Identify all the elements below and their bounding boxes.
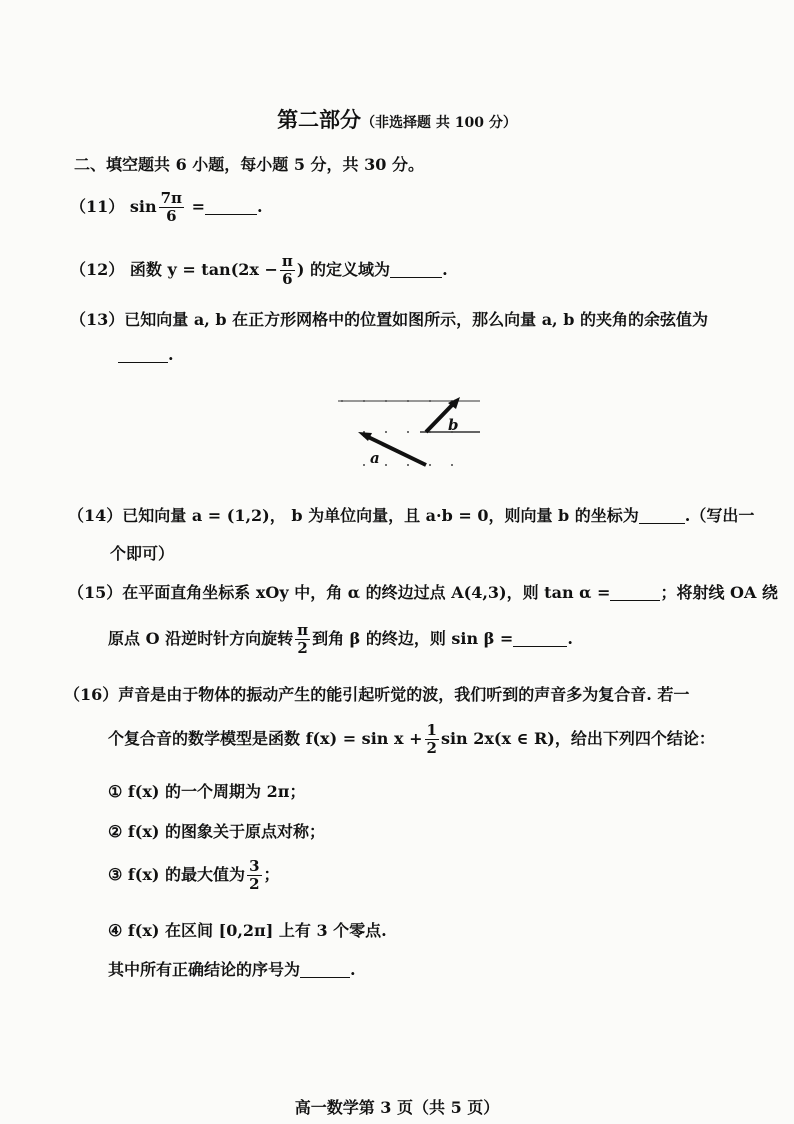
q11-frac-num: 7π [160, 189, 182, 207]
q15-blank-2[interactable] [513, 630, 567, 647]
label-a: a [370, 449, 380, 467]
question-12 [70, 253, 448, 288]
q11-answer-blank[interactable] [205, 198, 257, 215]
q14-line1b: .（写出一 [684, 506, 755, 525]
q15-blank-1[interactable] [610, 584, 660, 601]
q16-c3-fraction [247, 858, 261, 893]
q12-text2: 的定义域为 [310, 260, 391, 279]
q12-expr1: y = tan(2x − [167, 260, 278, 279]
question-15 [68, 580, 778, 603]
q16-c3a: ③ f(x) 的最大值为 [108, 865, 246, 884]
q13-number: （13） [70, 310, 125, 329]
q12-number: （12） [70, 260, 125, 279]
q11-eq: = [191, 197, 205, 216]
q16-conclusion-2: ② f(x) 的图象关于原点对称； [108, 822, 326, 841]
q14-answer-blank[interactable] [639, 507, 685, 524]
q12-frac-num: π [281, 252, 293, 270]
q16-conclusion-4: ④ f(x) 在区间 [0,2π] 上有 3 个零点. [108, 921, 387, 940]
q16-frac-num: 1 [426, 721, 437, 739]
q16-line2 [108, 722, 715, 757]
q16-c3b: ； [263, 865, 280, 884]
q13-answer-line [118, 345, 174, 364]
part-heading: 二、填空题共 6 小题，每小题 5 分，共 30 分。 [74, 155, 424, 174]
q11-frac-den: 6 [166, 207, 177, 225]
q16-conclusion-1: ① f(x) 的一个周期为 2π； [108, 782, 306, 801]
q16-final-end: . [350, 960, 356, 979]
section-title [0, 104, 794, 134]
q16-line1: 声音是由于物体的振动产生的能引起听觉的波，我们听到的声音多为复合音. 若一 [118, 685, 690, 704]
q12-frac-den: 6 [282, 270, 293, 288]
question-13 [70, 307, 708, 330]
q15-line2c: . [567, 629, 573, 648]
q16-line2a: 个复合音的数学模型是函数 f(x) = sin x + [108, 729, 423, 748]
section-title-sub: （非选择题 共 100 分） [361, 115, 517, 131]
q15-line1b: ；将射线 OA 绕 [660, 583, 778, 602]
q13-end: . [168, 345, 174, 364]
page-footer: 高一数学第 3 页（共 5 页） [294, 1098, 500, 1117]
q16-frac-den: 2 [426, 739, 437, 757]
question-11 [70, 190, 263, 225]
q16-c3-num: 3 [249, 857, 260, 875]
q16-line2b: sin 2x(x ∈ R)，给出下列四个结论： [440, 729, 715, 748]
q14-line2: 个即可） [110, 544, 175, 563]
q11-fraction [159, 190, 184, 225]
q15-fraction [295, 622, 310, 657]
q14-line1a: 已知向量 a = (1,2)， b 为单位向量，且 a·b = 0，则向量 b 的坐标为 [122, 506, 639, 525]
q16-final [108, 957, 356, 980]
q12-fraction [280, 253, 295, 288]
q15-number: （15） [68, 583, 123, 602]
q11-end: . [256, 197, 263, 216]
q16-final-text: 其中所有正确结论的序号为 [108, 960, 301, 979]
q16-conclusion-3 [108, 858, 280, 893]
section-title-main: 第二部分 [277, 107, 362, 132]
q15-line1a: 在平面直角坐标系 xOy 中，角 α 的终边过点 A(4,3)，则 tan α = [122, 583, 611, 602]
q16-number: （16） [64, 685, 119, 704]
q15-frac-den: 2 [297, 639, 308, 657]
q16-fraction [425, 722, 439, 757]
label-b: b [448, 416, 459, 434]
q11-number: （11） [70, 197, 125, 216]
q16-answer-blank[interactable] [300, 961, 350, 978]
vector-grid-figure [330, 385, 490, 475]
q15-line2 [108, 622, 573, 657]
q13-answer-blank[interactable] [118, 346, 168, 363]
q16-c3-den: 2 [249, 875, 260, 893]
q15-line2a: 原点 O 沿逆时针方向旋转 [108, 629, 294, 648]
question-16 [64, 682, 689, 705]
q11-fn: sin [129, 197, 157, 216]
grid-dots [341, 400, 453, 466]
q12-expr2: ) [296, 260, 305, 279]
q15-frac-num: π [297, 621, 309, 639]
q13-text: 已知向量 a, b 在正方形网格中的位置如图所示，那么向量 a, b 的夹角的余弦值为 [124, 310, 708, 329]
q14-number: （14） [68, 506, 123, 525]
q12-end: . [442, 260, 448, 279]
q12-answer-blank[interactable] [390, 261, 442, 278]
grid-lines [338, 401, 480, 432]
question-14 [68, 503, 754, 526]
q12-text1: 函数 [129, 260, 162, 279]
q15-line2b: 到角 β 的终边，则 sin β = [312, 629, 514, 648]
vector-a [358, 432, 426, 465]
